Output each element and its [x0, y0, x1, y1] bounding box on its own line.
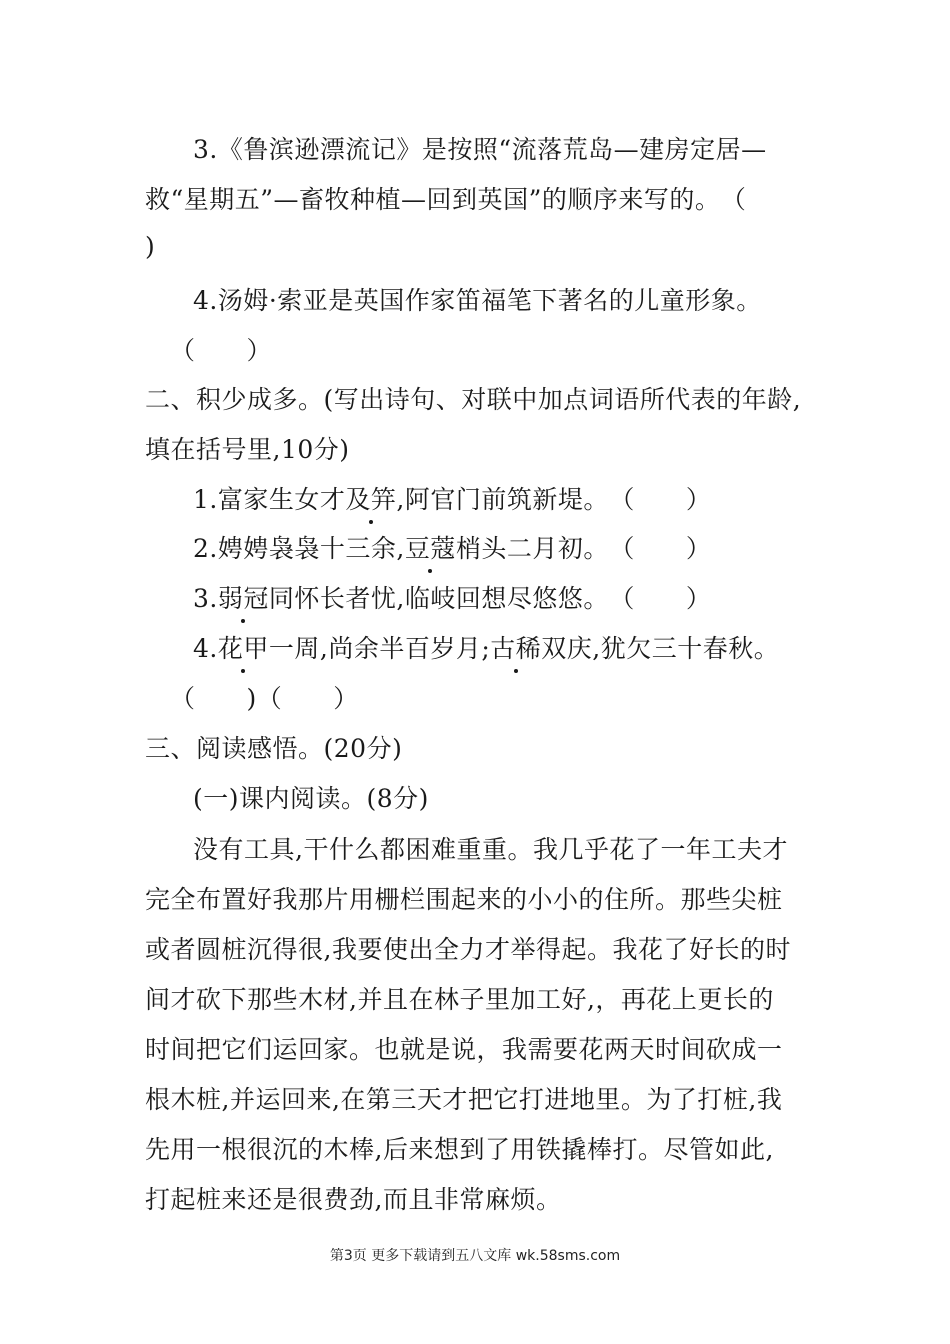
question-3-line-3: ) — [145, 232, 156, 261]
item-text-after: 梢头二月初。 （ ） — [455, 534, 712, 563]
item-text-before: 1.富家生女才 — [193, 485, 346, 514]
passage-line: 根木桩,并运回来,在第三天才把它打进地里。为了打桩,我 — [145, 1085, 783, 1114]
item-text-before: 2.娉娉袅袅十三余, — [193, 534, 405, 563]
passage-line: 间才砍下那些木材,并且在林子里加工好,，再花上更长的 — [145, 985, 774, 1014]
poem-item-4 — [193, 632, 779, 666]
poem-item-3 — [193, 582, 711, 616]
item-text-before: 3. — [193, 584, 218, 613]
item-text-after: 同怀长者忧,临岐回想尽悠悠。 （ ） — [268, 584, 712, 613]
passage-line: 打起桩来还是很费劲,而且非常麻烦。 — [145, 1185, 562, 1214]
dotted-word: 古稀 — [490, 632, 541, 666]
item-text-prefix: 4. — [193, 634, 218, 663]
question-4-line-1: 4.汤姆·索亚是英国作家笛福笔下著名的儿童形象。 — [193, 286, 762, 315]
question-3-line-1: 3.《鲁滨逊漂流记》是按照“流落荒岛—建房定居— — [193, 135, 767, 164]
dotted-word: 豆蔻 — [405, 532, 456, 566]
section-three-heading: 三、阅读感悟。(20分) — [145, 734, 403, 763]
dotted-word: 弱冠 — [218, 582, 269, 616]
poem-item-1 — [193, 483, 711, 517]
passage-line: 没有工具,干什么都困难重重。我几乎花了一年工夫才 — [193, 835, 788, 864]
passage-line: 或者圆桩沉得很,我要使出全力才举得起。我花了好长的时 — [145, 935, 791, 964]
dotted-word: 花甲 — [218, 632, 269, 666]
section-two-heading-line-1: 二、积少成多。(写出诗句、对联中加点词语所代表的年龄, — [145, 385, 802, 414]
page-footer: 第3页 更多下载请到五八文库 wk.58sms.com — [329, 1248, 621, 1264]
reading-sub-heading: (一)课内阅读。(8分) — [193, 784, 429, 813]
passage-line: 完全布置好我那片用栅栏围起来的小小的住所。那些尖桩 — [145, 885, 783, 914]
poem-item-4-answer-blanks: （ )（ ） — [170, 684, 359, 713]
question-4-answer-blank: （ ） — [170, 336, 273, 365]
item-text-suffix: 双庆,犹欠三十春秋。 — [541, 634, 780, 663]
passage-line: 时间把它们运回家。也就是说，我需要花两天时间砍成一 — [145, 1035, 783, 1064]
question-3-line-2: 救“星期五”—畜牧种植—回到英国”的顺序来写的。 （ — [145, 185, 747, 214]
passage-line: 先用一根很沉的木棒,后来想到了用铁撬棒打。尽管如此, — [145, 1135, 774, 1164]
item-text-after: ,阿官门前筑新堤。 （ ） — [396, 485, 712, 514]
poem-item-2 — [193, 532, 711, 566]
item-text-middle: 一周,尚余半百岁月; — [268, 634, 491, 663]
section-two-heading-line-2: 填在括号里,10分) — [145, 435, 350, 464]
dotted-word: 及笄 — [345, 483, 396, 517]
